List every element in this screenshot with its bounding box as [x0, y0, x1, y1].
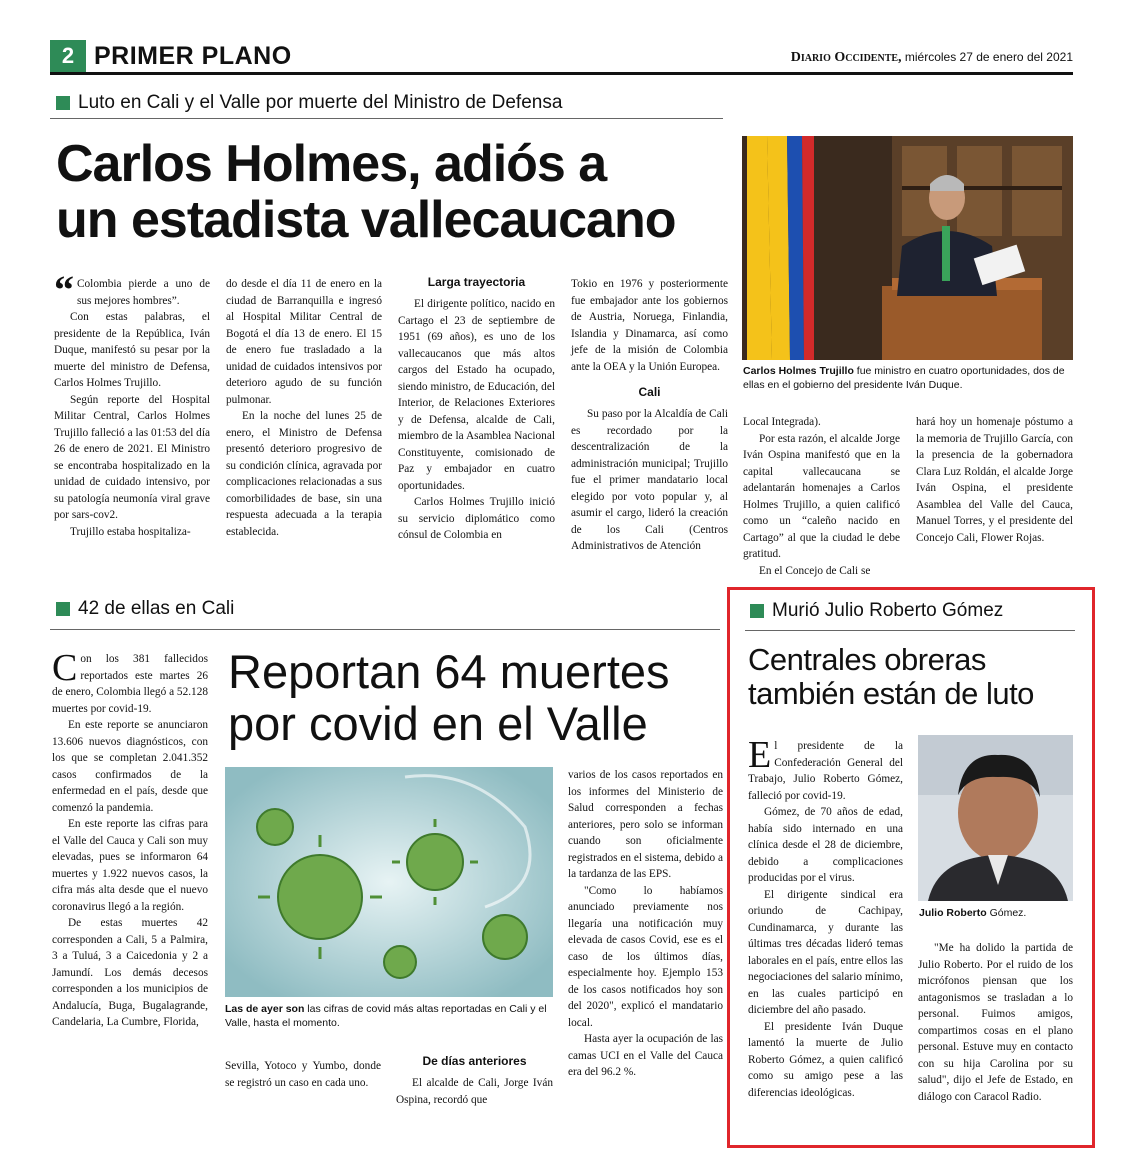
- story2-column-4: [568, 767, 723, 1081]
- story2-caption-text: las cifras de covid más altas reportadas en Cali y el Valle, hasta el momento.: [225, 1003, 547, 1029]
- paragraph: El alcalde de Cali, Jorge Iván Ospina, recordó que: [396, 1077, 553, 1106]
- story1-photo: [742, 136, 1073, 360]
- story2-subhead-dias-anteriores: De días anteriores: [422, 1054, 527, 1068]
- story3-photo-portrait: [918, 735, 1073, 901]
- paragraph: Trujillo estaba hospitaliza-: [70, 525, 191, 538]
- paragraph: "Me ha dolido la partida de Julio Roberto. Por el ruido de los micrófonos piensan que los antagonismos se trasladan a lo personal. Fuimos amigos, compartimos cosas en el plano personal. Estuve muy en contacto con su hija Carolina por su salud", dijo el Jefe de Estado, en diálogo con Caracol Radio.: [918, 942, 1073, 1103]
- kicker-rule: [50, 118, 723, 119]
- story2-column-3: [396, 1052, 553, 1108]
- story3-dropcap: E: [748, 734, 772, 776]
- paper-name: Diario Occidente,: [790, 50, 902, 65]
- story1-caption-text: fue ministro en cuatro oportunidades, dos de ellas en el gobierno del presidente Iván Duque.: [743, 365, 1065, 391]
- story2-headline-line1: Reportan 64 muertes: [228, 645, 670, 698]
- paragraph: Carlos Holmes Trujillo inició su servicio diplomático como cónsul de Colombia en: [398, 496, 555, 541]
- paragraph: En la noche del lunes 25 de enero, el Ministro de Defensa presentó deterioro progresivo de su condición clínica, agravada por complicaciones relacionadas a sus comorbilidades de base, sin una respuesta adecuada a la terapia establecida.: [226, 410, 382, 538]
- paragraph: Su paso por la Alcaldía de Cali es recordado por la descentralización de la administración municipal; Trujillo fue el primer mandatario local elegido por voto popular y, al asumir el cargo, lideró la creación de los Cali (Centros Administrativos de Atención: [571, 408, 728, 552]
- header-rule: [50, 72, 1073, 75]
- paragraph: hará hoy un homenaje póstumo a la memoria de Trujillo García, con la presencia de la gobernadora Clara Luz Roldán, el alcalde Jorge Iván Ospina, el presidente Asamblea del Valle del Cauca, Manuel Torres, y el presidente del Concejo Cali, Flower Rojas.: [916, 416, 1073, 544]
- story2-column-2: [225, 1058, 381, 1091]
- story1-caption-name: Carlos Holmes Trujillo: [743, 365, 854, 377]
- story3-column-2: [918, 940, 1073, 1105]
- story1-column-6: [916, 414, 1073, 546]
- paragraph: Por esta razón, el alcalde Jorge Iván Ospina manifestó que en la capital vallecaucana se adelantarán homenajes a Carlos Holmes Trujillo, a quien calificó como un “caleño nacido en Cartago” al que la ciudad le debe gratitud.: [743, 432, 900, 560]
- story3-headline: [748, 643, 1034, 711]
- story3-headline-line2: también están de luto: [748, 676, 1034, 712]
- paragraph: Con estas palabras, el presidente de la República, Iván Duque, manifestó su pesar por la muerte del ministro de Defensa, Carlos Holmes Trujillo.: [54, 311, 210, 389]
- paragraph: De estas muertes 42 corresponden a Cali, 5 a Palmira, 3 a Tuluá, 3 a Caicedonia y 2 a Jamundí. Los demás decesos corresponden a los municipios de Andalucía, Buga, Bugalagrande, Candelaria, La Cumbre, Florida,: [52, 917, 208, 1028]
- paragraph: Local Integrada).: [743, 416, 821, 428]
- story1-column-4: [571, 276, 728, 555]
- paper-dateline: [791, 50, 1073, 66]
- kicker-square-icon: [56, 602, 70, 616]
- story1-headline: [56, 136, 676, 248]
- paragraph: El dirigente sindical era oriundo de Cachipay, Cundinamarca, y durante las últimas tres décadas lideró temas laborales en el país, entre ellos las negociaciones del salario mínimo, en las cuales participó en diciembre del año pasado.: [748, 888, 903, 1016]
- story1-column-3: [398, 273, 555, 544]
- kicker-rule: [50, 629, 720, 630]
- paragraph: En este reporte se anunciaron 13.606 nuevos diagnósticos, con los que se completan 2.041.352 casos confirmados de la enfermedad en el país, desde que comenzó la pandemia.: [52, 719, 208, 814]
- story3-column-1: [748, 734, 903, 1101]
- story2-kicker: [56, 598, 234, 620]
- story3-caption-name: Julio Roberto: [919, 907, 987, 919]
- paragraph: Gómez, de 70 años de edad, había sido internado en una clínica desde el 28 de diciembre, debido a complicaciones producidas por el virus.: [748, 806, 903, 884]
- story2-headline: [228, 646, 670, 749]
- story2-headline-line2: por covid en el Valle: [228, 696, 648, 750]
- paragraph: l presidente de la Confederación General del Trabajo, Julio Roberto Gómez, falleció por covid-19.: [748, 740, 903, 802]
- paragraph: El presidente Iván Duque lamentó la muerte de Julio Roberto Gómez, a quien calificó como su amigo pese a las diferencias ideológicas.: [748, 1020, 903, 1099]
- paragraph: Tokio en 1976 y posteriormente fue embajador ante los gobiernos de Austria, Noruega, Finlandia, Islandia y Dinamarca, así como jefe de la misión de Colombia ante la OEA y la Unión Europea.: [571, 278, 728, 373]
- paragraph: El dirigente político, nacido en Cartago el 23 de septiembre de 1951 (69 años), es uno de los vallecaucanos que más altos cargos del Estado ha ocupado, siendo ministro, de Educación, del Interior, de Relaciones Exteriores y de Defensa, alcalde de Cali, miembro de la Asamblea Nacional Constituyente, comisionado de Paz y embajador en cuatro oportunidades.: [398, 298, 555, 492]
- story1-subhead-cali: Cali: [638, 385, 661, 399]
- section-title: PRIMER PLANO: [94, 42, 292, 70]
- paragraph: Colombia pierde a uno de sus mejores hombres”.: [77, 278, 210, 307]
- story2-dropcap: C: [52, 647, 78, 689]
- story3-kicker-text: Murió Julio Roberto Gómez: [772, 600, 1004, 621]
- paragraph: do desde el día 11 de enero en la ciudad de Barranquilla e ingresó al Hospital Militar Central de Bogotá el día 13 de enero. El 15 de enero fue trasladado a la unidad de cuidados intensivos por deterioro agudo de su función pulmonar.: [226, 278, 382, 406]
- story2-photo-virus: [225, 767, 553, 997]
- story1-column-1: [54, 267, 210, 540]
- story1-kicker: [56, 92, 562, 114]
- kicker-square-icon: [750, 604, 764, 618]
- story3-caption-text: Gómez.: [989, 907, 1027, 919]
- story1-photo-caption: [743, 364, 1073, 392]
- kicker-rule: [745, 630, 1075, 631]
- paragraph: En el Concejo de Cali se: [759, 564, 871, 577]
- story3-photo-caption: [919, 906, 1074, 920]
- story3-kicker: [750, 600, 1003, 622]
- paragraph: Hasta ayer la ocupación de las camas UCI en el Valle del Cauca era del 96.2 %.: [568, 1033, 723, 1078]
- paragraph: Sevilla, Yotoco y Yumbo, donde se registró un caso en cada uno.: [225, 1060, 381, 1089]
- issue-date: miércoles 27 de enero del 2021: [904, 50, 1073, 64]
- kicker-square-icon: [56, 96, 70, 110]
- paragraph: on los 381 fallecidos reportados este martes 26 de enero, Colombia llegó a 52.128 muertes por covid-19.: [52, 653, 208, 715]
- story1-headline-line1: Carlos Holmes, adiós a: [56, 135, 607, 193]
- paragraph: varios de los casos reportados en los informes del Ministerio de Salud corresponden a fechas anteriores, pero solo se informan cuando son oficialmente registrados en el sistema, debido a la tardanza de las EPS.: [568, 769, 723, 880]
- paragraph: Según reporte del Hospital Militar Central, Carlos Holmes Trujillo falleció a las 01:53 del día 26 de enero de 2021. El Ministro se encontraba hospitalizado en la unidad de cuidado intensivo, por su patología neumonía viral grave por sars-cov2.: [54, 393, 210, 521]
- story2-column-1: [52, 647, 208, 1031]
- story1-kicker-text: Luto en Cali y el Valle por muerte del Ministro de Defensa: [78, 92, 563, 113]
- paragraph: "Como lo habíamos anunciado previamente nos llegaría una notificación muy elevada de casos Covid, ese es el caso de los últimos días, especialmente hoy. Ejemplo 153 de los casos notificados hoy son del 2020", explicó el mandatario local.: [568, 884, 723, 1029]
- story2-caption-name: Las de ayer son: [225, 1003, 305, 1015]
- story1-column-5: [743, 414, 900, 579]
- story2-kicker-text: 42 de ellas en Cali: [78, 598, 235, 619]
- story1-subhead-trayectoria: Larga trayectoria: [427, 275, 526, 289]
- open-quote-icon: “: [54, 267, 74, 312]
- story1-headline-line2: un estadista vallecaucano: [56, 191, 676, 250]
- story1-column-2: [226, 276, 382, 540]
- story2-photo-caption: [225, 1002, 553, 1030]
- story3-headline-line1: Centrales obreras: [748, 642, 986, 677]
- page-number: 2: [50, 40, 86, 72]
- paragraph: En este reporte las cifras para el Valle del Cauca y Cali son muy elevadas, pues se informaron 64 muertes y 1.922 nuevos casos, la cifra más alta desde que el nuevo coronavirus llegó a la región.: [52, 818, 208, 913]
